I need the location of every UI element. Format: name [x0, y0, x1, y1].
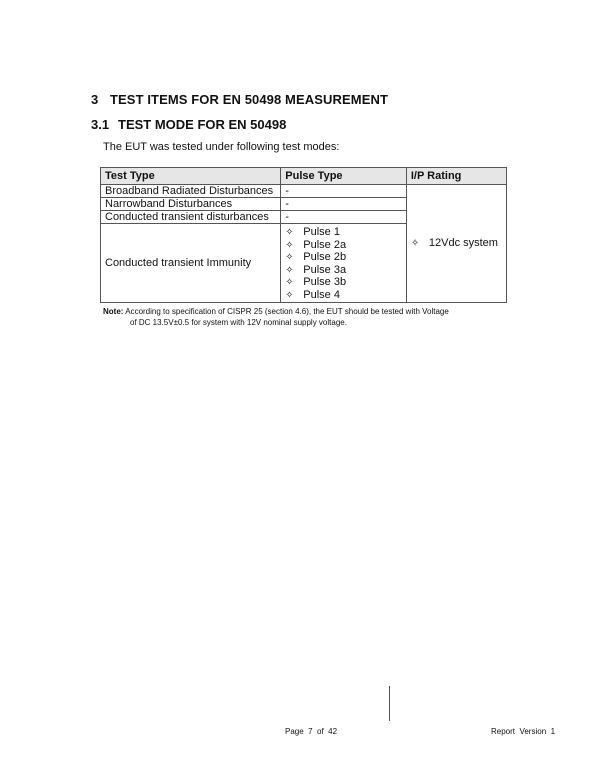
diamond-bullet-icon: ✧: [285, 277, 294, 289]
ip-rating-cell: [406, 185, 506, 303]
list-item: [281, 276, 406, 289]
note-line-2: of DC 13.5V±0.5 for system with 12V nominal supply voltage.: [130, 318, 347, 327]
table-header-row: [101, 168, 507, 185]
list-item: [281, 239, 406, 252]
pulse-label: Pulse 3a: [303, 263, 347, 276]
diamond-bullet-icon: ✧: [285, 252, 294, 264]
pulse-type-cell: -: [281, 211, 407, 224]
pulse-type-cell: -: [281, 198, 407, 211]
pulse-type-cell: -: [281, 185, 407, 198]
section-heading: [91, 92, 388, 107]
list-item: [281, 251, 406, 264]
diamond-bullet-icon: ✧: [285, 227, 294, 238]
list-item: [281, 226, 406, 239]
intro-text: The EUT was tested under following test modes:: [103, 141, 340, 153]
diamond-bullet-icon: ✧: [285, 289, 294, 301]
pulse-list-cell: [281, 224, 407, 303]
test-type-cell: Conducted transient Immunity: [101, 224, 281, 303]
subsection-title: TEST MODE FOR EN 50498: [118, 117, 287, 132]
subsection-number: 3.1: [91, 117, 110, 132]
test-mode-table: [100, 167, 507, 303]
ip-rating-value: 12Vdc system: [428, 236, 498, 249]
test-type-cell: Narrowband Disturbances: [101, 198, 281, 211]
diamond-bullet-icon: ✧: [410, 237, 420, 249]
pulse-label: Pulse 1: [303, 226, 340, 238]
test-type-cell: Broadband Radiated Disturbances: [101, 185, 281, 198]
diamond-bullet-icon: ✧: [285, 239, 294, 251]
section-number: 3: [91, 92, 99, 107]
header-pulse-type: Pulse Type: [281, 168, 407, 185]
note-label: Note:: [103, 307, 124, 316]
page-number: Page 7 of 42: [285, 727, 338, 736]
list-item: [281, 289, 406, 302]
pulse-list: [281, 224, 406, 302]
pulse-label: Pulse 3b: [303, 276, 347, 289]
header-test-type: Test Type: [101, 168, 281, 185]
subsection-heading: [91, 117, 286, 132]
pulse-label: Pulse 2a: [303, 238, 347, 251]
note-line-1: According to specification of CISPR 25 (section 4.6), the EUT should be tested with Voltage: [125, 307, 449, 316]
footer-divider: [389, 686, 390, 721]
list-item: [281, 264, 406, 277]
section-title: TEST ITEMS FOR EN 50498 MEASUREMENT: [110, 92, 388, 107]
report-version: Report Version 1: [491, 727, 556, 736]
table-row: [101, 185, 507, 198]
pulse-label: Pulse 4: [303, 288, 340, 301]
note: [103, 306, 523, 328]
diamond-bullet-icon: ✧: [285, 264, 294, 276]
test-type-cell: Conducted transient disturbances: [101, 211, 281, 224]
header-ip-rating: I/P Rating: [406, 168, 506, 185]
pulse-label: Pulse 2b: [303, 251, 347, 264]
